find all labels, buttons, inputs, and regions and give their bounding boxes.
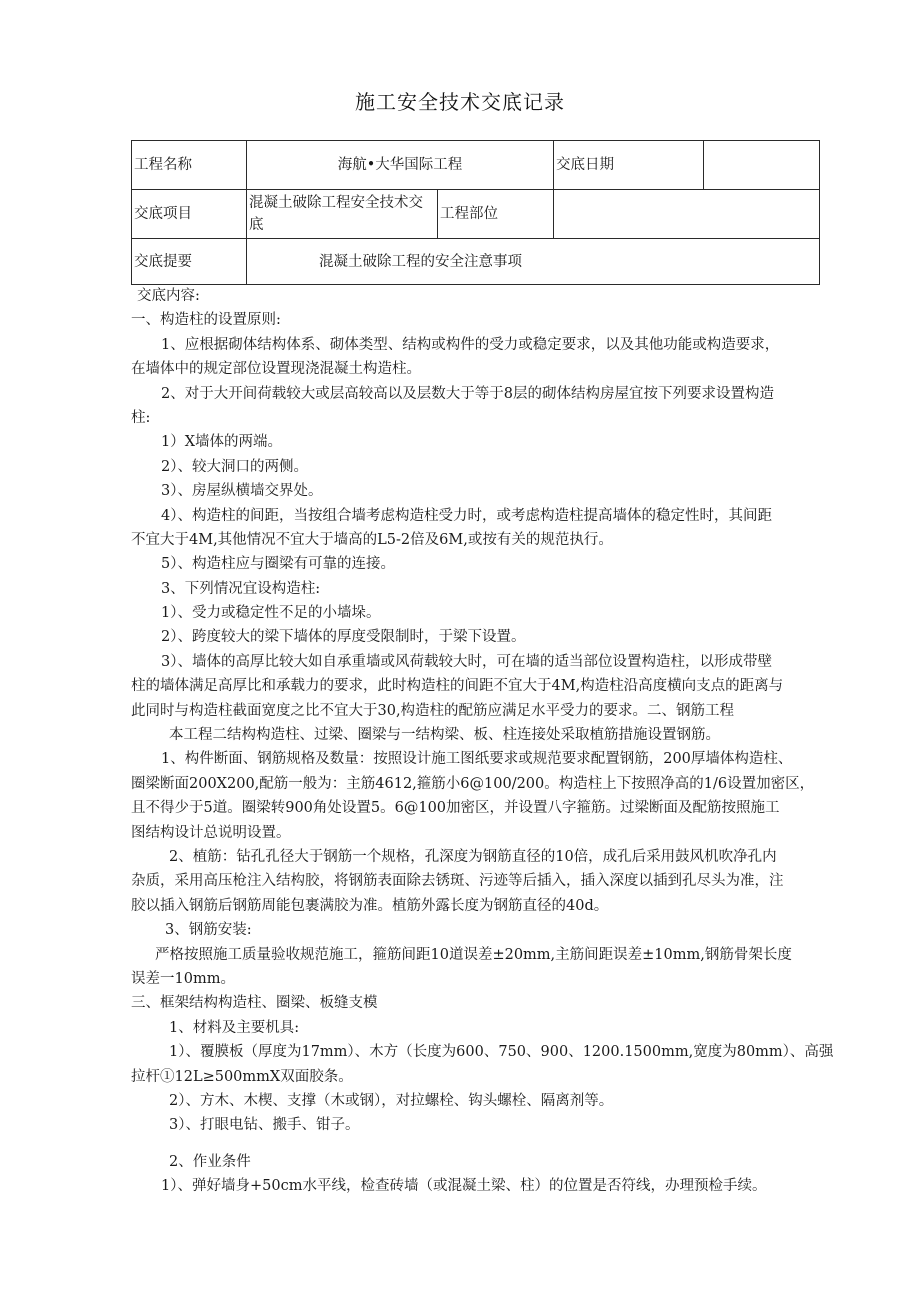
paragraph-line: 3、下列情况宜设构造柱:	[161, 580, 321, 597]
paragraph-line: 胶以插入钢筋后钢筋周能包裹满胶为准。植筋外露长度为钢筋直径的40d。	[131, 897, 609, 914]
section-heading: 三、框架结构构造柱、圈梁、板缝支模	[131, 995, 378, 1012]
paragraph-line: 误差一10mm。	[131, 970, 235, 987]
paragraph-line: 2、植筋：钻孔孔径大于钢筋一个规格，孔深度为钢筋直径的10倍，成孔后采用鼓风机吹净孔内	[169, 848, 777, 865]
table-row	[132, 141, 820, 190]
paragraph-line: 1、应根据砌体结构体系、砌体类型、结构或构件的受力或稳定要求，以及其他功能或构造要求，	[161, 336, 780, 353]
date-label: 交底日期	[554, 141, 704, 190]
list-item: 2）、较大洞口的两侧。	[161, 458, 308, 475]
paragraph-line: 2、对于大开间荷载较大或层高较高以及层数大于等于8层的砌体结构房屋宜按下列要求设置构造	[161, 385, 774, 402]
table-row	[132, 190, 820, 239]
part-label: 工程部位	[438, 190, 554, 239]
paragraph-line: 圈梁断面200X200,配筋一般为：主筋4612,箍筋小6@100/200。构造柱上下按照净高的1/6设置加密区，	[131, 775, 815, 792]
page-title: 施工安全技术交底记录	[355, 90, 565, 114]
paragraph-line: 本工程二结构构造柱、过梁、圈梁与一结构梁、板、柱连接处采取植筋措施设置钢筋。	[169, 727, 720, 744]
paragraph-line: 图结构设计总说明设置。	[131, 824, 291, 841]
project-name-label: 工程名称	[132, 141, 247, 190]
part-value	[554, 190, 820, 239]
paragraph-line: 严格按照施工质量验收规范施工，箍筋间距10道误差±20mm,主筋间距误差±10mm,钢筋骨架长度	[155, 946, 792, 963]
list-item: 3）、打眼电钻、搬手、钳子。	[169, 1117, 360, 1134]
list-item: 2）、跨度较大的梁下墙体的厚度受限制时，于梁下设置。	[161, 629, 526, 646]
info-table	[131, 140, 820, 285]
paragraph-line: 不宜大于4M,其他情况不宜大于墙高的L5-2倍及6M,或按有关的规范执行。	[131, 531, 613, 548]
paragraph-line: 杂质，采用高压枪注入结构胶，将钢筋表面除去锈斑、污迹等后插入，插入深度以插到孔尽头为准，注	[131, 873, 784, 890]
list-item: 4）、构造柱的间距，当按组合墙考虑构造柱受力时，或考虑构造柱提高墙体的稳定性时，其间距	[161, 507, 772, 524]
paragraph-line: 柱的墙体满足高厚比和承载力的要求，此时构造柱的间距不宜大于4M,构造柱沿高度横向支点的距离与	[131, 678, 784, 695]
paragraph-line: 1、构件断面、钢筋规格及数量：按照设计施工图纸要求或规范要求配置钢筋，200厚墙体构造柱、	[161, 751, 793, 768]
content-heading: 交底内容:	[137, 288, 200, 304]
table-row	[132, 239, 820, 285]
paragraph-line: 此同时与构造柱截面宽度之比不宜大于30,构造柱的配筋应满足水平受力的要求。二、钢筋工程	[131, 702, 735, 719]
paragraph-line: 柱:	[131, 409, 151, 426]
list-item: 2）、方木、木楔、支撑（木或钢），对拉螺栓、钩头螺栓、隔离剂等。	[169, 1092, 614, 1109]
project-name-value: 海航•大华国际工程	[247, 141, 554, 190]
list-item: 1）、受力或稳定性不足的小墙垛。	[161, 605, 381, 622]
summary-value: 混凝土破除工程的安全注意事项	[247, 239, 820, 285]
spacer	[131, 1138, 826, 1150]
paragraph-line: 3、钢筋安装:	[165, 922, 252, 939]
date-value	[704, 141, 820, 190]
item-label: 交底项目	[132, 190, 247, 239]
list-item: 5）、构造柱应与圈梁有可靠的连接。	[161, 556, 395, 573]
section-heading: 一、构造柱的设置原则:	[131, 312, 281, 329]
summary-label: 交底提要	[132, 239, 247, 285]
paragraph-line: 拉杆①12L≥500mmX双面胶条。	[131, 1068, 353, 1085]
paragraph-line: 1、材料及主要机具:	[169, 1019, 300, 1036]
item-value: 混凝土破除工程安全技术交底	[247, 190, 438, 239]
list-item: 3）、房屋纵横墙交界处。	[161, 483, 323, 500]
list-item: 1）、覆膜板（厚度为17mm）、木方（长度为600、750、900、1200.1500mm,宽度为80mm）、高强	[169, 1044, 834, 1061]
list-item: 1）X墙体的两端。	[161, 434, 283, 451]
list-item: 1）、弹好墙身+50cm水平线，检查砖墙（或混凝土梁、柱）的位置是否符线，办理预检手续。	[161, 1178, 767, 1195]
paragraph-line: 2、作业条件	[169, 1153, 251, 1170]
paragraph-line: 且不得少于5道。圈梁转900角处设置5。6@100加密区，并设置八字箍筋。过梁断面及配筋按照施工	[131, 800, 780, 817]
list-item: 3）、墙体的高厚比较大如自承重墙或风荷载较大时，可在墙的适当部位设置构造柱，以形成带壁	[161, 653, 772, 670]
paragraph-line: 在墙体中的规定部位设置现浇混凝土构造柱。	[131, 361, 421, 378]
content-body	[131, 284, 834, 1198]
